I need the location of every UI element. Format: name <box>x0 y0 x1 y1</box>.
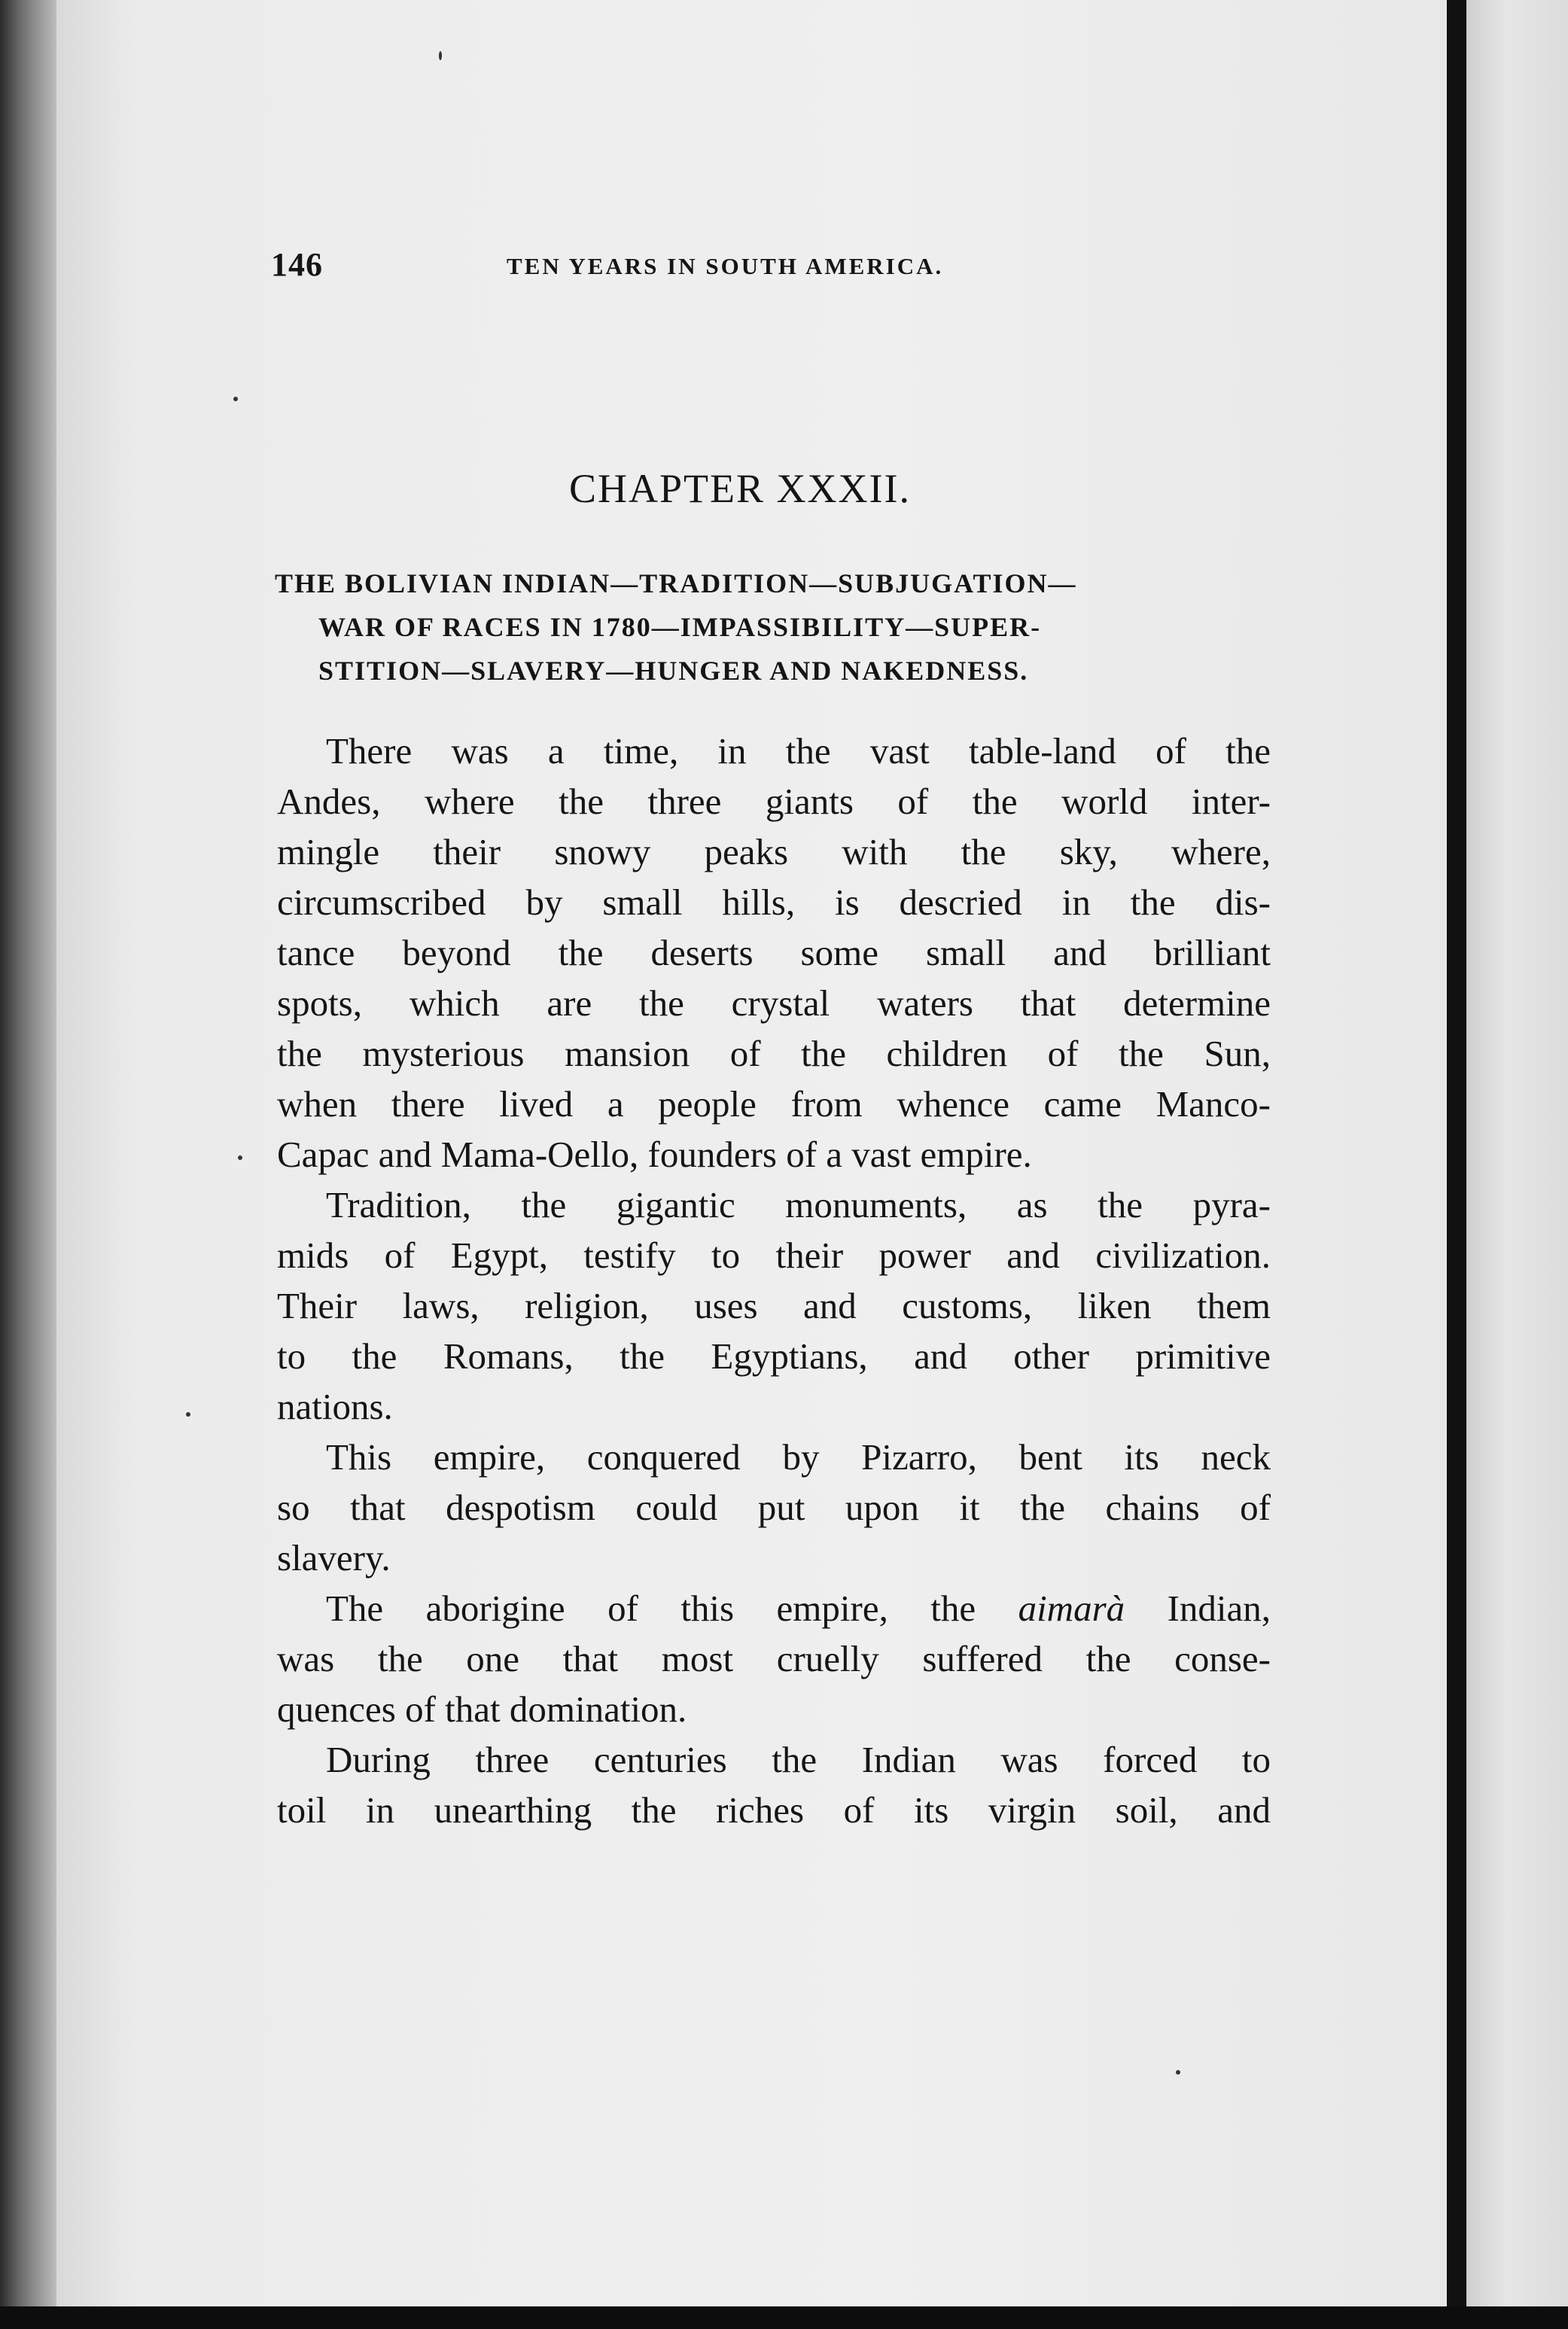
text-line: quences of that domination. <box>277 1688 687 1730</box>
text-line: the mysterious mansion of the children of the Sun, <box>277 1033 1271 1074</box>
page-number: 146 <box>271 246 323 283</box>
text-line: mids of Egypt, testify to their power and civilization. <box>277 1235 1271 1276</box>
book-binding <box>0 0 56 2329</box>
text-line: slavery. <box>277 1537 391 1579</box>
scan-bottom-border <box>0 2306 1568 2329</box>
text-line: Capac and Mama-Oello, founders of a vast empire. <box>277 1134 1032 1175</box>
text-line-with-italic <box>326 1584 1271 1633</box>
text-line: Andes, where the three giants of the world inter- <box>277 781 1271 822</box>
text-line: was the one that most cruelly suffered the conse- <box>277 1638 1271 1679</box>
chapter-heading: CHAPTER XXXII. <box>569 466 911 511</box>
scan-speck <box>1176 2070 1180 2075</box>
scan-speck <box>233 397 238 401</box>
scan-speck <box>238 1155 242 1160</box>
synopsis-line: THE BOLIVIAN INDIAN—TRADITION—SUBJUGATION— <box>275 568 1077 598</box>
text-line: During three centuries the Indian was forced to <box>326 1739 1271 1780</box>
text-line: spots, which are the crystal waters that determine <box>277 982 1271 1024</box>
scan-speck <box>439 51 442 60</box>
italic-term: aimarà <box>1018 1588 1125 1629</box>
scan-speck <box>186 1412 190 1417</box>
running-head <box>271 245 1031 291</box>
synopsis-line: STITION—SLAVERY—HUNGER AND NAKEDNESS. <box>318 656 1029 686</box>
text-line: circumscribed by small hills, is descried in the dis- <box>277 881 1271 923</box>
text-line: so that despotism could put upon it the chains of <box>277 1487 1271 1528</box>
text-line: tance beyond the deserts some small and brilliant <box>277 932 1271 973</box>
text-line: This empire, conquered by Pizarro, bent its neck <box>326 1436 1271 1478</box>
text-line: Tradition, the gigantic monuments, as the pyra- <box>326 1184 1271 1225</box>
text-line: There was a time, in the vast table-land of the <box>326 730 1271 772</box>
text-line: toil in unearthing the riches of its virgin soil, and <box>277 1789 1271 1831</box>
text-line: when there lived a people from whence came Manco- <box>277 1083 1271 1125</box>
text-line: mingle their snowy peaks with the sky, where, <box>277 831 1271 872</box>
text-line: Their laws, religion, uses and customs, liken them <box>277 1285 1271 1326</box>
text-segment: The aborigine of this empire, the <box>326 1588 976 1629</box>
text-line: nations. <box>277 1386 393 1427</box>
running-title: TEN YEARS IN SOUTH AMERICA. <box>507 253 944 279</box>
synopsis-line: WAR OF RACES IN 1780—IMPASSIBILITY—SUPER- <box>318 612 1042 642</box>
text-segment: Indian, <box>1167 1588 1271 1629</box>
page-edge-shadow <box>1447 0 1466 2306</box>
adjacent-page-edge <box>1466 0 1568 2306</box>
text-line: to the Romans, the Egyptians, and other primitive <box>277 1335 1271 1377</box>
